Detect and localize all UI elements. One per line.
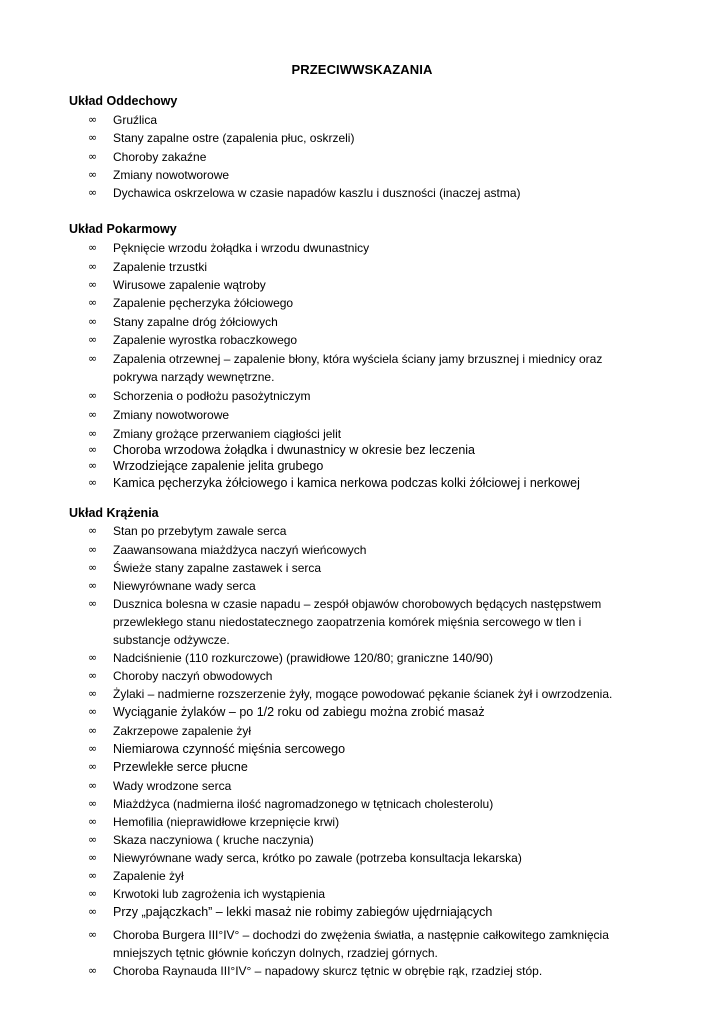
- infinity-icon: ∞: [88, 543, 98, 556]
- infinity-icon: ∞: [88, 476, 98, 489]
- section-heading: Układ Oddechowy: [69, 94, 178, 108]
- infinity-icon: ∞: [88, 296, 98, 309]
- infinity-icon: ∞: [88, 186, 98, 199]
- infinity-icon: ∞: [88, 597, 98, 610]
- infinity-icon: ∞: [88, 459, 98, 472]
- section-heading: Układ Krążenia: [69, 506, 159, 520]
- infinity-icon: ∞: [88, 905, 98, 918]
- infinity-icon: ∞: [88, 579, 98, 592]
- infinity-icon: ∞: [88, 315, 98, 328]
- infinity-icon: ∞: [88, 724, 98, 737]
- infinity-icon: ∞: [88, 131, 98, 144]
- infinity-icon: ∞: [88, 797, 98, 810]
- infinity-icon: ∞: [88, 887, 98, 900]
- infinity-icon: ∞: [88, 278, 98, 291]
- infinity-icon: ∞: [88, 352, 98, 365]
- document-page: PRZECIWWSKAZANIA Układ Oddechowy ∞ Gruźlica ∞ Stany zapalne ostre (zapalenia płuc, oskrzeli) ∞ Choroby zakaźne ∞ Zmiany nowotworowe ∞ Dychawica oskrzelowa w czasie napadów kaszlu i duszności (inaczej astma) Układ Pokarmowy ∞ Pęknięcie wrzodu żołądka i wrzodu dwunastnicy ∞ Zapalenie trzustki ∞ Wirusowe zapalenie wątroby ∞ Zapalenie pęcherzyka żółciowego ∞ Stany zapalne dróg żółciowych ∞ Zapalenie wyrostka robaczkowego ∞ Zapalenia otrzewnej – zapalenie błony, która wyściela ściany jamy brzusznej i miednicy oraz pokrywa narządy wewnętrzne. ∞ Schorzenia o podłożu pasożytniczym ∞ Zmiany nowotworowe ∞ Zmiany grożące przerwaniem ciągłości jelit ∞ Choroba wrzodowa żołądka i dwunastnicy w okresie bez leczenia ∞ Wrzodziejące zapalenie jelita grubego ∞ Kamica pęcherzyka żółciowego i kamica nerkowa podczas kolki żółciowej i nerkowej Układ Krążenia ∞ Stan po przebytym zawale serca ∞ Zaawansowana miażdżyca naczyń wieńcowych ∞ Świeże stany zapalne zastawek i serca ∞ Niewyrównane wady serca ∞ Dusznica bolesna w czasie napadu – zespół objawów chorobowych będących następstwem przewlekłego stanu niedostatecznego zaopatrzenia komórek mięśnia sercowego w tlen i substancje odżywcze. ∞ Nadciśnienie (110 rozkurczowe) (prawidłowe 120/80; graniczne 140/90) ∞ Choroby naczyń obwodowych ∞ Żylaki – nadmierne rozszerzenie żyły, mogące powodować pękanie ścianek żył i owrzodzenia. ∞ Wyciąganie żylaków – po 1/2 roku od zabiegu można zrobić masaż ∞ Zakrzepowe zapalenie żył ∞ Niemiarowa czynność mięśnia sercowego ∞ Przewlekłe serce płucne ∞ Wady wrodzone serca ∞ Miażdżyca (nadmierna ilość nagromadzonego w tętnicach cholesterolu) ∞ Hemofilia (nieprawidłowe krzepnięcie krwi) ∞ Skaza naczyniowa ( kruche naczynia) ∞ Niewyrównane wady serca, krótko po zawale (potrzeba konsultacja lekarska) ∞ Zapalenie żył ∞ Krwotoki lub zagrożenia ich wystąpienia ∞ Przy „pajączkach” – lekki masaż nie robimy zabiegów ujędrniających ∞ Choroba Burgera III°IV° – dochodzi do zwężenia światła, a następnie całkowitego zamknięcia mniejszych tętnic głównie kończyn dolnych, rzadziej górnych. ∞ Choroba Raynauda III°IV° – napadowy skurcz tętnic w obrębie rąk, rzadziej stóp.: [0, 0, 724, 1024]
- infinity-icon: ∞: [88, 779, 98, 792]
- infinity-icon: ∞: [88, 851, 98, 864]
- infinity-icon: ∞: [88, 443, 98, 456]
- infinity-icon: ∞: [88, 150, 98, 163]
- infinity-icon: ∞: [88, 742, 98, 755]
- infinity-icon: ∞: [88, 113, 98, 126]
- infinity-icon: ∞: [88, 833, 98, 846]
- infinity-icon: ∞: [88, 815, 98, 828]
- infinity-icon: ∞: [88, 928, 98, 941]
- infinity-icon: ∞: [88, 408, 98, 421]
- infinity-icon: ∞: [88, 333, 98, 346]
- infinity-icon: ∞: [88, 964, 98, 977]
- infinity-icon: ∞: [88, 687, 98, 700]
- infinity-icon: ∞: [88, 168, 98, 181]
- infinity-icon: ∞: [88, 524, 98, 537]
- infinity-icon: ∞: [88, 260, 98, 273]
- section-heading: Układ Pokarmowy: [69, 222, 177, 236]
- infinity-icon: ∞: [88, 669, 98, 682]
- infinity-icon: ∞: [88, 561, 98, 574]
- infinity-icon: ∞: [88, 427, 98, 440]
- page-title: PRZECIWWSKAZANIA: [291, 62, 433, 77]
- infinity-icon: ∞: [88, 389, 98, 402]
- infinity-icon: ∞: [88, 869, 98, 882]
- infinity-icon: ∞: [88, 241, 98, 254]
- infinity-icon: ∞: [88, 705, 98, 718]
- infinity-icon: ∞: [88, 651, 98, 664]
- infinity-icon: ∞: [88, 760, 98, 773]
